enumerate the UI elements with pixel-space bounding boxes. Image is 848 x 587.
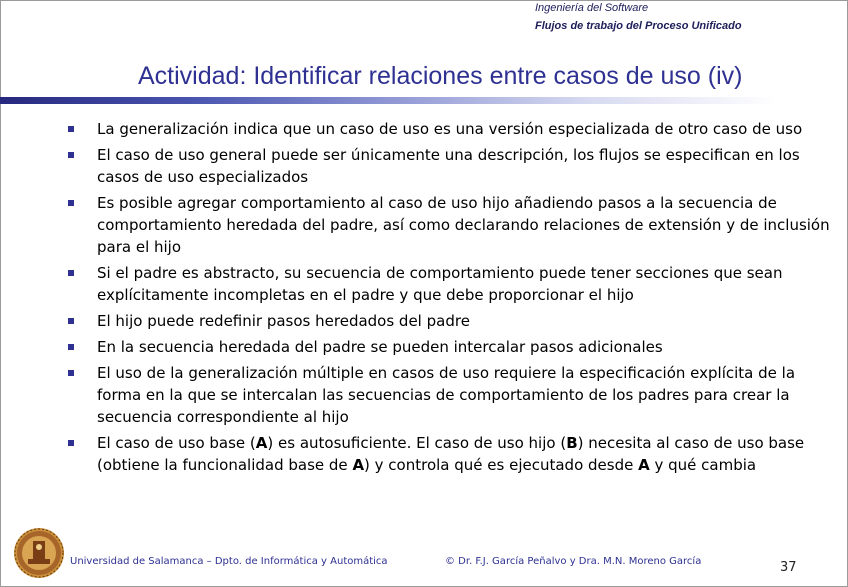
bullet-text: ) es autosuficiente. El caso de uso hijo ( <box>267 434 567 452</box>
bullet-text: Es posible agregar comportamiento al caso de uso hijo añadiendo pasos a la secuencia de comportamiento heredada del padre, así como declarando relaciones de extensión y de inclusión para el hijo <box>97 194 830 256</box>
title-underline-bar <box>0 97 780 104</box>
bullet-text: ) y controla qué es ejecutado desde <box>364 456 639 474</box>
bullet-item <box>66 144 836 188</box>
square-bullet-icon <box>68 270 74 276</box>
bullet-item <box>66 262 836 306</box>
bullet-text: y qué cambia <box>649 456 757 474</box>
bullet-text: El uso de la generalización múltiple en casos de uso requiere la especificación explícita de la forma en la que se intercalan las secuencias de comportamiento de los padres para crear la secuencia correspondiente al hijo <box>97 364 796 426</box>
bullet-text-bold: B <box>566 434 578 452</box>
bullet-text: El caso de uso general puede ser únicamente una descripción, los flujos se especifican en los casos de uso especializados <box>97 146 800 186</box>
bullet-text: El caso de uso base ( <box>97 434 256 452</box>
square-bullet-icon <box>68 370 74 376</box>
bullet-text: Si el padre es abstracto, su secuencia de comportamiento puede tener secciones que sean explícitamente incompletas en el padre y que debe proporcionar el hijo <box>97 264 783 304</box>
bullet-item <box>66 432 836 476</box>
bullet-item <box>66 192 836 258</box>
bullet-text: En la secuencia heredada del padre se pueden intercalar pasos adicionales <box>97 338 663 356</box>
bullet-item <box>66 118 836 140</box>
header-topic: Flujos de trabajo del Proceso Unificado <box>535 20 742 32</box>
university-seal-icon <box>13 527 65 579</box>
footer-authors: © Dr. F.J. García Peñalvo y Dra. M.N. Moreno García <box>445 556 702 567</box>
square-bullet-icon <box>68 200 74 206</box>
page-number: 37 <box>780 560 797 575</box>
square-bullet-icon <box>68 318 74 324</box>
bullet-item <box>66 336 836 358</box>
slide-title: Actividad: Identificar relaciones entre casos de uso (iv) <box>138 62 743 90</box>
footer-institution: Universidad de Salamanca – Dpto. de Informática y Automática <box>70 556 388 567</box>
bullet-text: ) necesita al caso de uso base (obtiene la funcionalidad base de <box>97 434 805 474</box>
header-course: Ingeniería del Software <box>535 2 649 14</box>
bullet-text-bold: A <box>638 456 650 474</box>
bullet-text: El hijo puede redefinir pasos heredados del padre <box>97 312 470 330</box>
bullet-text: La generalización indica que un caso de uso es una versión especializada de otro caso de uso <box>97 120 803 138</box>
square-bullet-icon <box>68 344 74 350</box>
bullet-text-bold: A <box>255 434 268 452</box>
square-bullet-icon <box>68 126 74 132</box>
square-bullet-icon <box>68 152 74 158</box>
bullet-list <box>66 118 836 480</box>
bullet-text-bold: A <box>352 456 365 474</box>
bullet-item <box>66 362 836 428</box>
bullet-item <box>66 310 836 332</box>
square-bullet-icon <box>68 440 74 446</box>
